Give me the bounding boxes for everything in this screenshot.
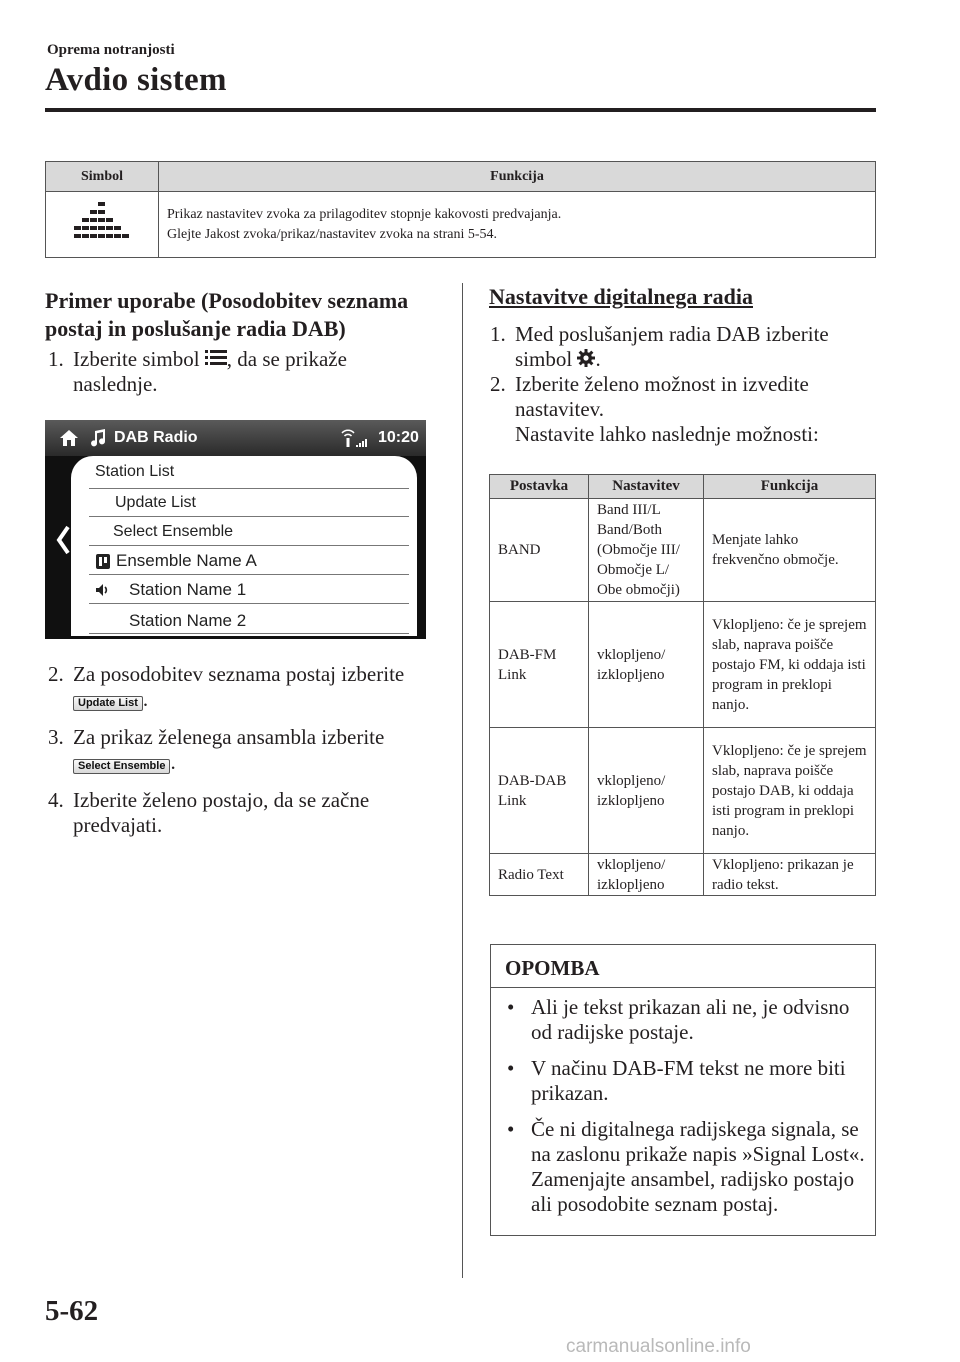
- table-cell: vklopljeno/ izklopljeno: [589, 602, 704, 728]
- note-item: [505, 1056, 865, 1106]
- note-item: [505, 995, 865, 1045]
- menu-select-ensemble[interactable]: Select Ensemble: [113, 523, 234, 540]
- note-item-text: Če ni digitalnega radijskega signala, se na zaslonu prikaže napis »Signal Lost«. Zamenjajte ansambel, radijsko postajo ali posodobite seznam postaj.: [531, 1117, 865, 1216]
- step-text-pre: Med poslušanjem radia DAB izberite simbol: [515, 322, 829, 371]
- step-number: 2.: [490, 372, 506, 396]
- step-text-post: , da se prikaže naslednje.: [73, 347, 347, 396]
- page-number: 5-62: [45, 1295, 99, 1327]
- list-icon: [205, 349, 227, 367]
- function-cell: [159, 192, 876, 258]
- step-number: 3.: [48, 725, 64, 749]
- column-divider: [462, 283, 463, 1278]
- symbol-table: [45, 161, 876, 258]
- update-list-button-ref: Update List: [73, 696, 143, 711]
- bullet-icon: •: [507, 1056, 515, 1080]
- step-text: [73, 662, 433, 712]
- header-function: Funkcija: [704, 475, 876, 499]
- step-text-main: Za posodobitev seznama postaj izberite: [73, 662, 405, 686]
- table-row: [490, 854, 876, 896]
- ensemble-icon: [96, 553, 110, 569]
- settings-heading: Nastavitve digitalnega radia: [489, 284, 753, 309]
- step-text-main: Za prikaz želenega ansambla izberite: [73, 725, 385, 749]
- note-item-text: Ali je tekst prikazan ali ne, je odvisno od radijske postaje.: [531, 995, 850, 1044]
- step-text: Izberite želeno postajo, da se začne predvajati.: [73, 788, 370, 837]
- symbol-column-header: Simbol: [46, 162, 159, 192]
- table-row: [490, 602, 876, 728]
- screen-title: DAB Radio: [114, 429, 198, 446]
- chapter-title: Avdio sistem: [45, 62, 227, 98]
- note-item: [505, 1117, 865, 1217]
- step-text: [73, 347, 433, 397]
- bullet-icon: •: [507, 995, 515, 1019]
- note-title: OPOMBA: [505, 956, 600, 980]
- function-column-header: Funkcija: [159, 162, 876, 192]
- table-row: [490, 728, 876, 854]
- section-title: Oprema notranjosti: [47, 42, 175, 58]
- settings-table: [489, 474, 876, 896]
- select-ensemble-button-ref: Select Ensemble: [73, 759, 170, 774]
- screen-header: [45, 420, 426, 456]
- note-box: [490, 944, 876, 1236]
- menu-update-list[interactable]: Update List: [115, 494, 196, 511]
- step-number: 1.: [48, 347, 64, 371]
- bullet-icon: •: [507, 1117, 515, 1141]
- function-line-2: Glejte Jakost zvoka/prikaz/nastavitev zvoka na strani 5-54.: [167, 226, 498, 242]
- music-note-icon: [90, 429, 106, 447]
- note-item-text: V načinu DAB-FM tekst ne more biti prikazan.: [531, 1056, 846, 1105]
- table-cell: Menjate lahko frekvenčno območje.: [704, 499, 876, 602]
- note-header: [491, 945, 875, 988]
- step-number: 4.: [48, 788, 64, 812]
- station-panel: [71, 456, 417, 636]
- home-icon[interactable]: [59, 429, 79, 447]
- clock-time: 10:20: [378, 429, 419, 446]
- table-cell: DAB-FM Link: [490, 602, 589, 728]
- step-number: 2.: [48, 662, 64, 686]
- table-cell: Radio Text: [490, 854, 589, 896]
- menu-station-1[interactable]: Station Name 1: [129, 580, 247, 599]
- header-item: Postavka: [490, 475, 589, 499]
- step-text: [73, 725, 433, 775]
- step-text: [515, 322, 870, 372]
- function-line-1: Prikaz nastavitev zvoka za prilagoditev stopnje kakovosti predvajanja.: [167, 206, 562, 222]
- speaker-icon: [95, 583, 111, 597]
- note-body: [505, 995, 865, 1228]
- symbol-cell: [46, 192, 159, 258]
- step-text: [515, 372, 860, 447]
- step-text-pre: Izberite simbol: [73, 347, 200, 371]
- sound-settings-icon: [74, 198, 130, 244]
- step-line-1: Izberite želeno možnost in izvedite nastavitev.: [515, 372, 809, 421]
- step-text-post: .: [595, 347, 601, 371]
- back-chevron-icon[interactable]: [55, 524, 71, 556]
- menu-ensemble-name[interactable]: Ensemble Name A: [116, 551, 257, 570]
- table-cell: vklopljeno/ izklopljeno: [589, 854, 704, 896]
- table-cell: vklopljeno/ izklopljeno: [589, 728, 704, 854]
- watermark: carmanualsonline.info: [566, 1336, 751, 1357]
- menu-station-2[interactable]: Station Name 2: [129, 611, 247, 630]
- header-rule: [45, 108, 876, 112]
- menu-station-list[interactable]: Station List: [95, 463, 175, 480]
- table-cell: BAND: [490, 499, 589, 602]
- table-row: [490, 499, 876, 602]
- dab-radio-screen: [45, 420, 426, 639]
- table-cell: Band III/L Band/Both (Območje III/ Območje L/ Obe območji): [589, 499, 704, 602]
- table-cell: Vklopljeno: če je sprejem slab, naprava poišče postajo FM, ki oddaja isti program in preklopi nanjo.: [704, 602, 876, 728]
- step-suffix: .: [170, 750, 176, 774]
- signal-icon: [338, 427, 372, 449]
- step-number: 1.: [490, 322, 506, 346]
- table-cell: DAB-DAB Link: [490, 728, 589, 854]
- usage-heading: Primer uporabe (Posodobitev seznama postaj in poslušanje radia DAB): [45, 288, 409, 341]
- step-line-2: Nastavite lahko naslednje možnosti:: [515, 422, 819, 446]
- table-cell: Vklopljeno: če je sprejem slab, naprava poišče postajo DAB, ki oddaja isti program in preklopi nanjo.: [704, 728, 876, 854]
- header-setting: Nastavitev: [589, 475, 704, 499]
- table-cell: Vklopljeno: prikazan je radio tekst.: [704, 854, 876, 896]
- step-suffix: .: [142, 687, 149, 711]
- gear-icon: [577, 349, 595, 367]
